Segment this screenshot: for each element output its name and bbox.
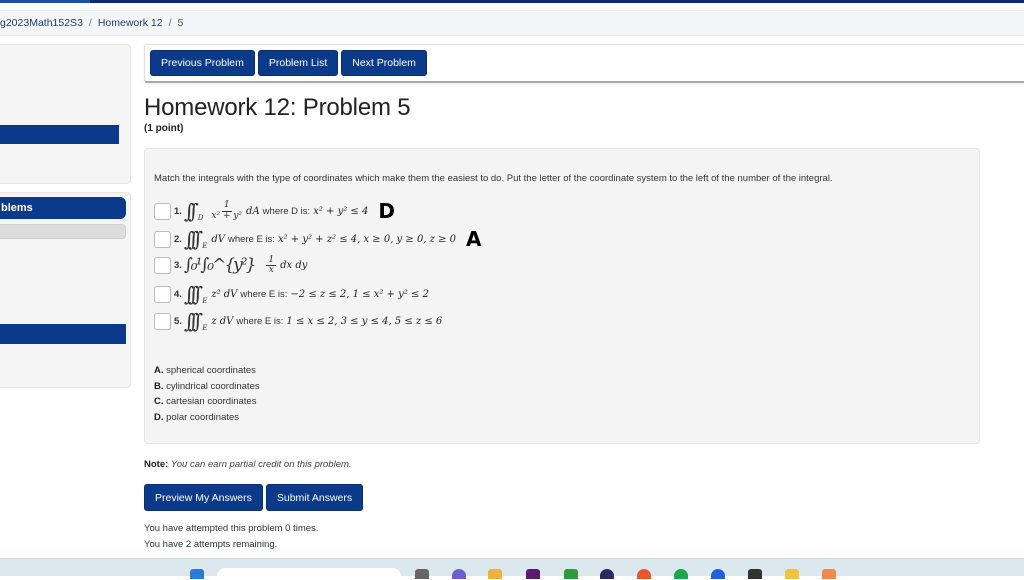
taskview-icon[interactable] [415,569,429,579]
previous-problem-button[interactable]: Previous Problem [150,50,255,76]
fraction [266,256,276,276]
app-icon[interactable] [526,569,540,579]
sidebar-problems-card [0,192,131,388]
breadcrumb-homework[interactable]: Homework 12 [97,17,163,29]
integral-domain: D [197,214,204,222]
differential: dV [211,233,225,245]
sidebar-problems-tab[interactable] [0,197,126,219]
integral-sign: ∫₀¹∫₀^{y²} [183,255,255,276]
attempts-status [144,521,318,553]
app-icon[interactable] [488,569,502,579]
preview-answers-button[interactable]: Preview My Answers [144,484,263,511]
region: x² + y² ≤ 4 [313,205,369,217]
os-taskbar [0,558,1024,576]
choice-a [154,363,260,379]
sidebar-link-bar[interactable] [0,324,126,344]
region: −2 ≤ z ≤ 2, 1 ≤ x² + y² ≤ 2 [290,288,429,300]
where-label: where E is: [236,315,284,327]
breadcrumb-problem: 5 [177,17,184,29]
differential: dA [246,205,260,217]
attempts-remaining: You have 2 attempts remaining. [144,539,278,550]
note-text: You can earn partial credit on this problem. [170,459,352,470]
numerator: 1 [223,200,230,211]
integrand: z² dV [211,288,238,300]
item-number: 4. [174,288,182,300]
problem-body [144,148,980,444]
breadcrumb-separator: / [88,17,92,29]
problem-instructions: Match the integrals with the type of coordinates which make them the easiest to do. Put the letter of the coordinate system to the left of the number of the integral. [154,173,833,184]
denominator: x [268,265,274,276]
integral-item-4 [154,284,429,304]
app-icon[interactable] [748,569,762,579]
answer-actions [144,484,363,511]
browser-top-bar [0,0,1024,3]
choice-text: cartesian coordinates [166,396,257,407]
item-number: 5. [174,315,182,327]
problem-nav [144,44,1024,83]
integral-sign: ∫∫∫ [183,282,198,306]
note-label: Note: [144,459,169,470]
choice-c [154,394,260,410]
coordinate-choices [154,363,260,425]
choice-letter: C. [154,396,164,407]
integral-item-2 [154,227,482,251]
denominator: x² + y² [211,210,243,221]
sidebar-progress-bar [0,224,126,239]
integrand: z dV [211,315,234,327]
attempted-count: You have attempted this problem 0 times. [144,523,319,534]
breadcrumb-course[interactable]: g2023Math152S3 [0,17,83,29]
partial-credit-note [144,459,352,470]
app-icon[interactable] [600,569,614,579]
problem-list-button[interactable]: Problem List [258,50,338,76]
answer-input-4[interactable] [154,286,171,303]
app-icon[interactable] [564,569,578,579]
integral-domain: E [202,242,208,250]
handwritten-annotation: D [378,199,395,223]
folder-icon[interactable] [785,569,799,579]
where-label: where E is: [227,233,275,245]
differential: dx dy [280,260,308,272]
integral-item-1 [154,199,395,223]
choice-letter: B. [154,380,164,392]
integral-item-3 [154,256,307,276]
integral-domain: E [202,324,208,332]
choice-b [154,379,260,395]
answer-input-2[interactable] [154,231,171,248]
start-icon[interactable] [190,569,204,579]
point-value: (1 point) [144,123,184,134]
choice-text: polar coordinates [166,411,240,423]
integral-sign: ∫∫∫ [183,309,198,333]
app-icon[interactable] [452,569,466,579]
breadcrumb-separator: / [168,17,172,29]
choice-letter: A. [154,365,164,376]
integral-domain: E [202,297,208,305]
integral-item-5 [154,311,442,331]
fraction [211,201,242,221]
handwritten-annotation: A [466,227,482,251]
next-problem-button[interactable]: Next Problem [341,50,427,76]
page-title: Homework 12: Problem 5 [144,94,411,121]
choice-text: spherical coordinates [166,365,256,376]
numerator: 1 [268,255,275,265]
submit-answers-button[interactable]: Submit Answers [266,484,363,511]
item-number: 3. [174,260,182,272]
region: 1 ≤ x ≤ 2, 3 ≤ y ≤ 4, 5 ≤ z ≤ 6 [286,315,443,327]
app-icon[interactable] [637,569,651,579]
breadcrumb [0,10,1024,36]
where-label: where E is: [240,288,288,300]
region: x² + y² + z² ≤ 4, x ≥ 0, y ≥ 0, z ≥ 0 [277,233,457,245]
app-icon[interactable] [711,569,725,579]
choice-text: cylindrical coordinates [166,380,260,392]
choice-letter: D. [154,411,164,423]
item-number: 2. [174,233,182,245]
sidebar-link-bar[interactable] [0,125,119,144]
taskbar-search[interactable] [217,568,401,580]
answer-input-3[interactable] [154,257,171,274]
app-icon[interactable] [822,569,836,579]
choice-d [154,410,260,426]
sidebar-problems-label: blems [1,202,33,214]
integral-sign: ∫∫ [183,199,193,223]
answer-input-5[interactable] [154,313,171,330]
answer-input-1[interactable] [154,203,171,220]
where-label: where D is: [262,205,311,217]
sidebar-info-card [0,44,131,184]
app-icon[interactable] [674,569,688,579]
item-number: 1. [174,205,182,217]
integral-sign: ∫∫∫ [183,227,198,251]
